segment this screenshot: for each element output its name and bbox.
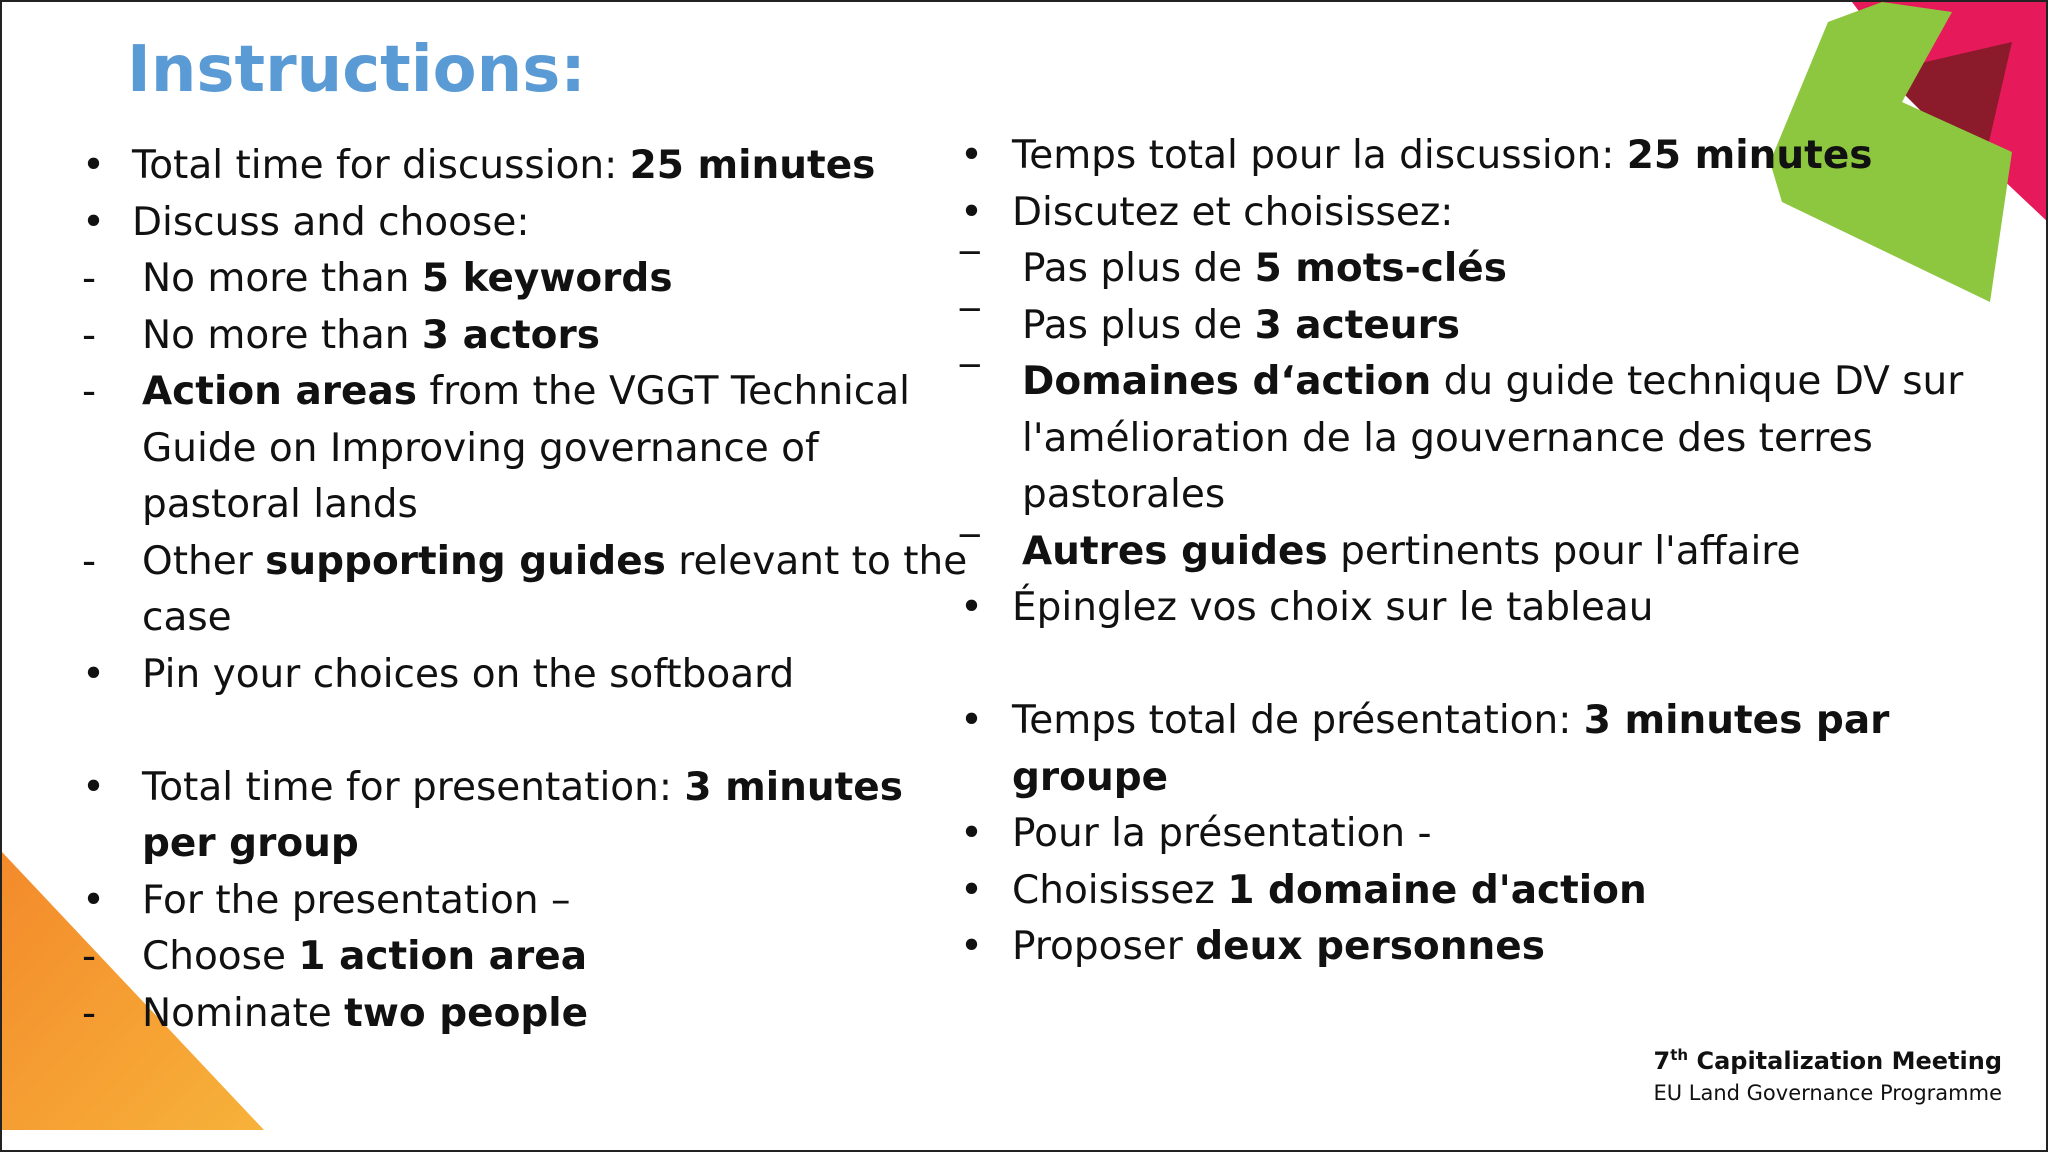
list-item-continuation [960,467,1960,524]
list-item [960,241,1960,298]
list-item [82,534,968,591]
item-emphasis: 25 minutes [629,143,876,188]
dash-marker: ‾ [960,359,980,404]
item-emphasis: Domaines d‘action [1022,359,1432,404]
list-item [82,760,912,817]
item-text: Temps total pour la discussion: [1012,133,1627,178]
list-item [960,919,1960,976]
footer-ordinal: th [1670,1046,1689,1064]
item-emphasis: groupe [1012,754,1169,800]
list-item-continuation [82,590,912,647]
item-text: Choose [142,934,299,979]
list-item [82,195,912,252]
french-instructions [960,128,1964,976]
list-item-continuation [82,477,912,534]
item-text: Pas plus de [1022,302,1255,348]
dash-marker: ‾ [960,302,980,348]
item-text: Pour la présentation - [1012,811,1432,856]
bullet-marker: • [82,877,106,923]
item-text: No more than [142,312,422,358]
list-item [82,647,912,704]
item-emphasis: 5 keywords [421,256,673,301]
list-item [82,364,912,421]
item-text: relevant to the [665,538,968,584]
item-text: Proposer [1012,924,1196,969]
item-emphasis: per group [142,821,359,866]
bullet-marker: • [960,698,984,743]
english-instructions [82,138,968,1042]
bullet-marker: • [82,651,106,697]
footer-title-text: Capitalization Meeting [1688,1047,2002,1075]
list-item [82,308,912,365]
dash-marker: ‾ [960,246,980,291]
item-text: pertinents pour l'affaire [1327,528,1801,574]
list-item [960,524,1960,581]
item-text: Other [142,538,266,584]
footer-subtitle: EU Land Governance Programme [1653,1081,2002,1105]
item-text: Temps total de présentation: [1012,698,1584,743]
item-text: Pas plus de [1022,246,1255,291]
list-item-continuation [82,421,912,478]
dash-marker: - [82,256,97,301]
list-item-continuation [960,750,1960,807]
item-emphasis: deux personnes [1195,924,1545,969]
list-item-continuation [960,411,1960,468]
list-item [960,298,1960,355]
item-emphasis: 1 domaine d'action [1227,867,1647,913]
item-text: case [142,595,232,640]
list-item [82,873,912,930]
bullet-marker: • [960,867,984,913]
item-emphasis: Action areas [142,369,417,414]
list-item [82,251,912,308]
list-item [82,986,912,1043]
item-text: du guide technique DV sur [1431,359,1964,404]
item-text: Total time for discussion: [132,143,630,188]
dash-marker: ‾ [960,528,980,574]
bullet-marker: • [960,924,984,969]
list-item [960,354,1964,411]
item-emphasis: 3 actors [421,312,600,358]
list-item [960,580,1960,637]
item-text: No more than [142,256,422,301]
item-emphasis: 1 action area [298,934,588,979]
slide-title: Instructions: [127,33,586,107]
item-text: Total time for presentation: [142,764,685,810]
item-text: Choisissez [1012,867,1228,913]
bullet-marker: • [82,764,106,810]
list-item [960,693,1960,750]
item-text: Discuss and choose: [132,199,530,245]
dash-marker: - [82,312,97,358]
dash-marker: - [82,990,97,1036]
list-item [960,128,1960,185]
list-item [82,929,912,986]
item-text: For the presentation – [142,877,571,923]
list-item [960,863,1960,920]
item-text: pastoral lands [142,482,418,527]
bullet-marker: • [960,189,984,235]
item-emphasis: Autres guides [1022,528,1328,574]
item-emphasis: supporting guides [265,538,666,584]
dash-marker: - [82,369,97,414]
item-text: l'amélioration de la gouvernance des terres [1022,415,1873,461]
spacer [960,637,1960,694]
spacer [82,703,912,760]
item-text: Pin your choices on the softboard [142,651,795,697]
item-emphasis: 3 acteurs [1254,302,1461,348]
bullet-marker: • [960,811,984,856]
footer-number: 7 [1653,1047,1671,1075]
item-text: pastorales [1022,472,1226,517]
bullet-marker: • [960,133,984,178]
list-item [960,806,1960,863]
item-emphasis: two people [344,990,589,1036]
item-text: Épinglez vos choix sur le tableau [1012,585,1654,630]
item-text: Discutez et choisissez: [1012,189,1454,235]
bullet-marker: • [82,143,106,188]
item-emphasis: 3 minutes par [1583,698,1890,743]
item-emphasis: 5 mots-clés [1254,246,1507,291]
footer [1653,1044,2002,1108]
item-emphasis: 3 minutes [684,764,903,810]
bullet-marker: • [960,585,984,630]
list-item [82,138,912,195]
item-text: Nominate [142,990,345,1036]
list-item-continuation [82,816,912,873]
footer-title [1653,1044,2002,1078]
dash-marker: - [82,934,97,979]
list-item [960,185,1960,242]
bullet-marker: • [82,199,106,245]
dash-marker: - [82,538,97,584]
item-emphasis: 25 minutes [1626,133,1873,178]
item-text: from the VGGT Technical [416,369,910,414]
item-text: Guide on Improving governance of [142,425,819,471]
